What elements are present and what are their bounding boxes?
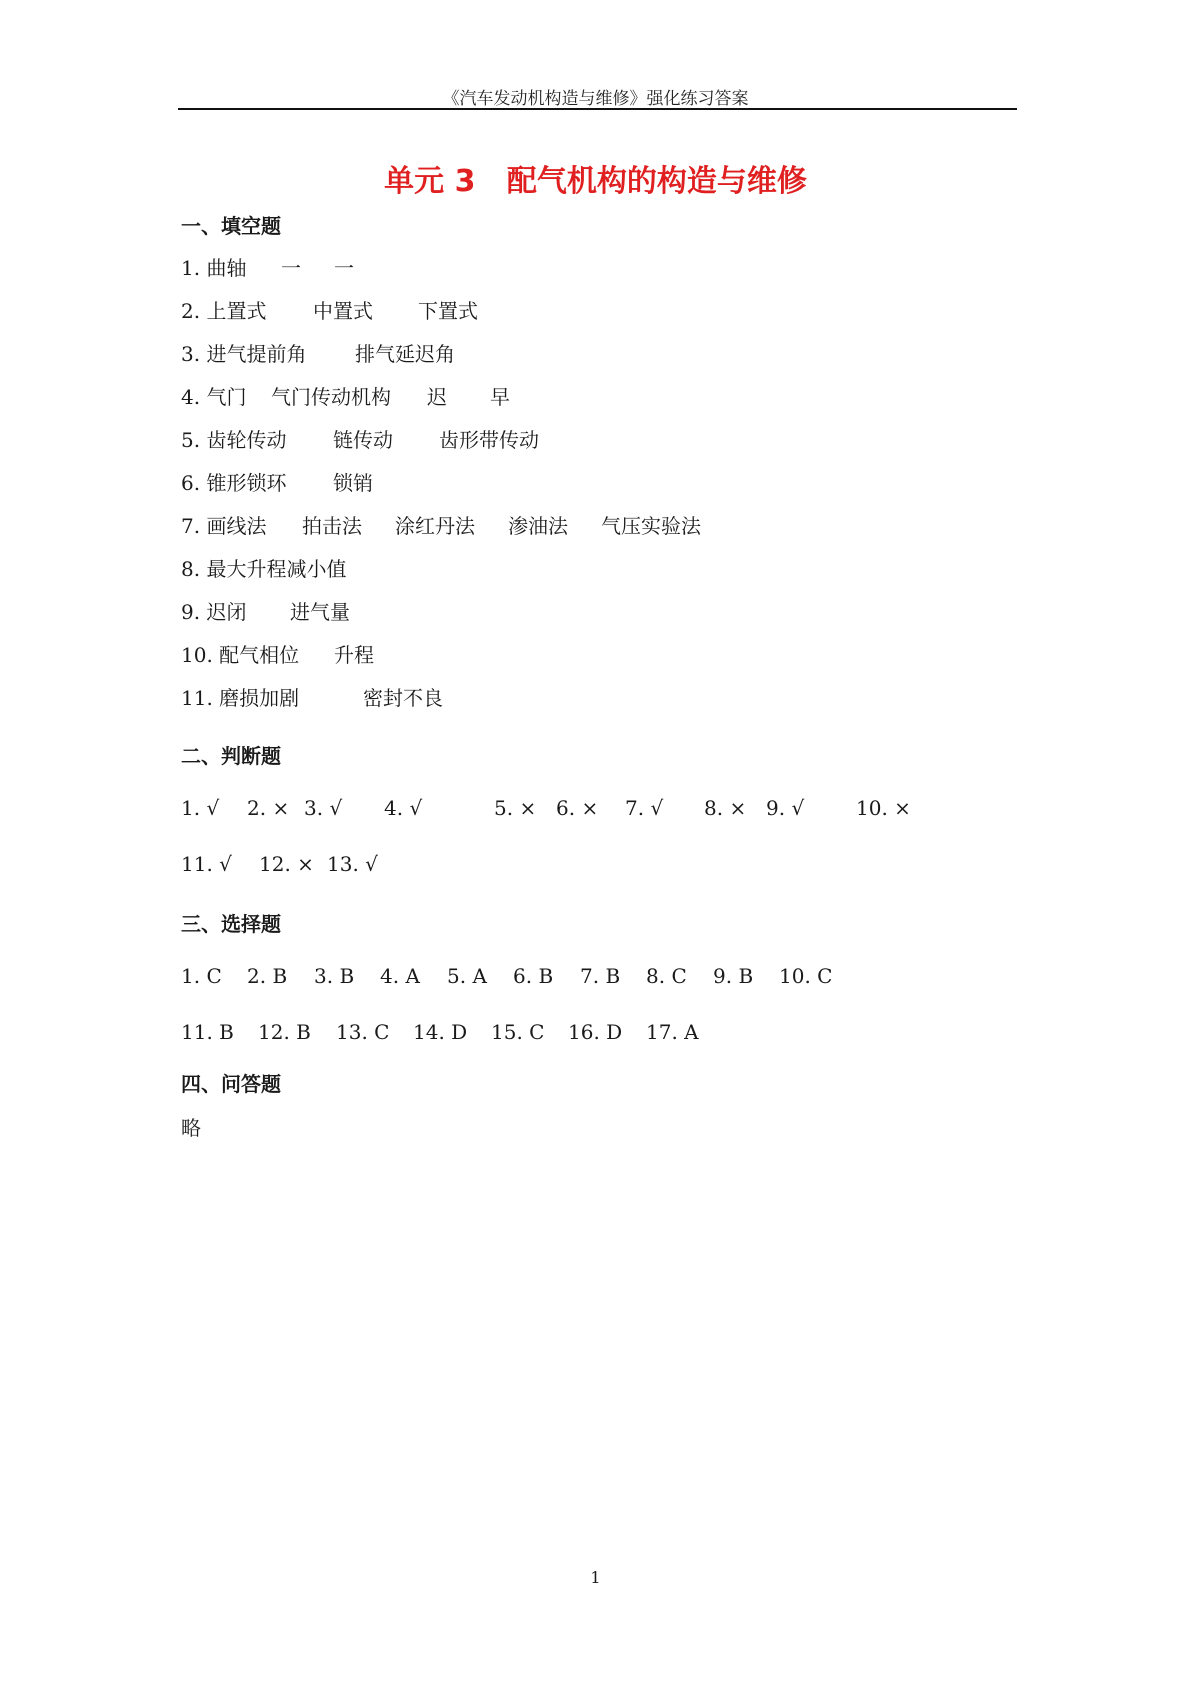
page-number: 1 <box>590 1568 601 1587</box>
section-fill-heading: 一、填空题 <box>181 214 281 238</box>
fill-item: 渗油法 <box>508 514 568 538</box>
judge-item: 2. × <box>247 796 290 820</box>
fill-item: 4. 气门 <box>181 385 247 409</box>
qa-answer <box>181 1112 1011 1140</box>
fill-answer-7 <box>181 510 1011 538</box>
judge-item: 11. √ <box>181 852 232 876</box>
choice-item: 3. B <box>314 964 355 988</box>
fill-item: 7. 画线法 <box>181 514 267 538</box>
fill-item: 升程 <box>334 643 374 667</box>
judge-item: 9. √ <box>766 796 805 820</box>
fill-item: 11. 磨损加剧 <box>181 686 300 710</box>
unit-title: 单元 3 配气机构的构造与维修 <box>384 164 807 199</box>
choice-item: 16. D <box>568 1020 623 1044</box>
judge-item: 4. √ <box>384 796 423 820</box>
fill-item: 8. 最大升程减小值 <box>181 557 347 581</box>
judge-item: 12. × <box>259 852 314 876</box>
fill-answer-2 <box>181 295 1011 323</box>
choice-item: 15. C <box>491 1020 545 1044</box>
fill-item: 气压实验法 <box>601 514 701 538</box>
fill-item: 拍击法 <box>302 514 362 538</box>
fill-item: 齿形带传动 <box>439 428 539 452</box>
judge-item: 7. √ <box>625 796 664 820</box>
choice-item: 8. C <box>646 964 687 988</box>
fill-answer-8 <box>181 553 1011 581</box>
fill-item: 3. 进气提前角 <box>181 342 307 366</box>
qa-answer-text: 略 <box>181 1116 201 1140</box>
header-rule <box>178 108 1017 110</box>
section-judge-heading: 二、判断题 <box>181 744 281 768</box>
fill-answer-1 <box>181 252 1011 280</box>
judge-row-2 <box>181 852 1011 880</box>
fill-answer-5 <box>181 424 1011 452</box>
judge-item: 13. √ <box>327 852 378 876</box>
choice-item: 9. B <box>713 964 754 988</box>
choice-item: 2. B <box>247 964 288 988</box>
fill-item: 6. 锥形锁环 <box>181 471 287 495</box>
fill-item: 5. 齿轮传动 <box>181 428 287 452</box>
fill-item: 锁销 <box>333 471 373 495</box>
fill-answer-11 <box>181 682 1011 710</box>
fill-item: 一 <box>281 256 301 280</box>
choice-item: 7. B <box>580 964 621 988</box>
section-qa-heading: 四、问答题 <box>181 1072 281 1096</box>
fill-answer-6 <box>181 467 1011 495</box>
fill-item: 进气量 <box>290 600 350 624</box>
fill-item: 1. 曲轴 <box>181 256 247 280</box>
judge-item: 3. √ <box>304 796 343 820</box>
choice-item: 12. B <box>258 1020 311 1044</box>
choice-item: 5. A <box>447 964 487 988</box>
fill-item: 气门传动机构 <box>271 385 391 409</box>
running-header: 《汽车发动机构造与维修》强化练习答案 <box>442 89 749 109</box>
fill-item: 迟 <box>427 385 447 409</box>
judge-row-1 <box>181 796 1011 824</box>
section-choice-heading: 三、选择题 <box>181 912 281 936</box>
judge-item: 8. × <box>704 796 747 820</box>
choice-item: 10. C <box>779 964 833 988</box>
fill-answer-10 <box>181 639 1011 667</box>
fill-item: 9. 迟闭 <box>181 600 247 624</box>
fill-item: 10. 配气相位 <box>181 643 300 667</box>
fill-item: 链传动 <box>333 428 393 452</box>
fill-answer-9 <box>181 596 1011 624</box>
choice-item: 11. B <box>181 1020 234 1044</box>
fill-answer-3 <box>181 338 1011 366</box>
fill-item: 早 <box>490 385 510 409</box>
choice-item: 4. A <box>380 964 420 988</box>
fill-item: 涂红丹法 <box>395 514 475 538</box>
choice-row-2 <box>181 1020 1011 1048</box>
fill-item: 2. 上置式 <box>181 299 267 323</box>
fill-item: 下置式 <box>418 299 478 323</box>
choice-item: 13. C <box>336 1020 390 1044</box>
judge-item: 1. √ <box>181 796 220 820</box>
choice-row-1 <box>181 964 1011 992</box>
choice-item: 1. C <box>181 964 222 988</box>
judge-item: 5. × <box>494 796 537 820</box>
fill-item: 密封不良 <box>363 686 443 710</box>
choice-item: 6. B <box>513 964 554 988</box>
judge-item: 6. × <box>556 796 599 820</box>
fill-answer-4 <box>181 381 1011 409</box>
choice-item: 14. D <box>413 1020 468 1044</box>
fill-item: 中置式 <box>313 299 373 323</box>
fill-item: 一 <box>334 256 354 280</box>
choice-item: 17. A <box>646 1020 699 1044</box>
judge-item: 10. × <box>856 796 911 820</box>
fill-item: 排气延迟角 <box>355 342 455 366</box>
